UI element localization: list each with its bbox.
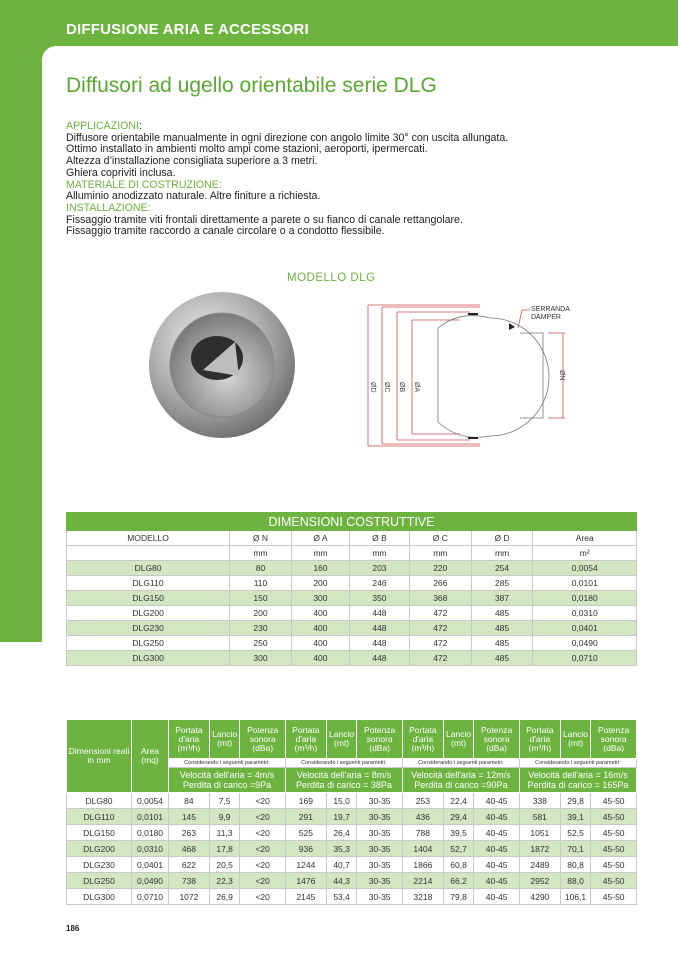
table-cell: 448	[349, 636, 409, 651]
table-cell: 2952	[519, 873, 560, 889]
table-cell: DLG80	[67, 561, 230, 576]
table-cell: 1866	[402, 857, 443, 873]
condition-cell	[402, 768, 519, 793]
table-cell: <20	[240, 873, 286, 889]
table-cell: 400	[291, 621, 349, 636]
table-cell: 436	[402, 809, 443, 825]
sub-header: Portata d'aria (m³/h)	[285, 720, 326, 759]
table-cell: 30-35	[357, 793, 403, 809]
table-title: DIMENSIONI COSTRUTTIVE	[67, 513, 637, 531]
table-cell: 79,8	[443, 889, 474, 905]
table-cell: 400	[291, 606, 349, 621]
header-cell	[67, 546, 230, 561]
table-cell: 60,8	[443, 857, 474, 873]
table-cell: 30-35	[357, 841, 403, 857]
table-cell: <20	[240, 793, 286, 809]
table-cell: 350	[349, 591, 409, 606]
table-cell: 80,8	[560, 857, 591, 873]
table-row	[67, 825, 637, 841]
header-row	[67, 531, 637, 546]
condition-cell	[285, 768, 402, 793]
installazione-label: INSTALLAZIONE:	[66, 201, 151, 214]
table-cell: DLG300	[67, 651, 230, 666]
pressure-drop: Perdita di carico = 165Pa	[527, 780, 629, 790]
table-cell: 1072	[169, 889, 210, 905]
dimensions-table	[66, 512, 637, 666]
pressure-drop: Perdita di carico = 38Pa	[296, 780, 392, 790]
table-cell: 230	[230, 621, 292, 636]
table-cell: 45-50	[591, 873, 637, 889]
table-cell: 485	[471, 606, 533, 621]
table-cell: 285	[471, 576, 533, 591]
header-cell: mm	[349, 546, 409, 561]
table-cell: 0,0710	[533, 651, 637, 666]
table-cell: 52,7	[443, 841, 474, 857]
table-cell: 20,5	[209, 857, 240, 873]
app-line: Ghiera copriviti inclusa.	[66, 166, 176, 179]
table-cell: 300	[291, 591, 349, 606]
table-row	[67, 809, 637, 825]
table-cell: 45-50	[591, 841, 637, 857]
table-cell: 1476	[285, 873, 326, 889]
table-cell: 485	[471, 636, 533, 651]
table-cell: 788	[402, 825, 443, 841]
table-cell: 40-45	[474, 889, 520, 905]
table-cell: DLG250	[67, 873, 132, 889]
sub-header: Lancio (mt)	[326, 720, 357, 759]
materiale-label: MATERIALE DI COSTRUZIONE:	[66, 178, 222, 191]
table-row	[67, 576, 637, 591]
table-cell: 448	[349, 651, 409, 666]
table-cell: 30-35	[357, 873, 403, 889]
table-cell: 472	[409, 606, 471, 621]
table-cell: 52,5	[560, 825, 591, 841]
param-note: Considerando i seguenti parametri:	[519, 759, 636, 768]
param-note: Considerando i seguenti parametri:	[169, 759, 286, 768]
modello-label: MODELLO DLG	[287, 272, 376, 284]
table-cell: 44,3	[326, 873, 357, 889]
table-row	[67, 591, 637, 606]
table-cell: 253	[402, 793, 443, 809]
table-cell: 1404	[402, 841, 443, 857]
table-row	[67, 841, 637, 857]
table-cell: 0,0401	[533, 621, 637, 636]
air-speed: Velocità dell'aria = 12m/s	[411, 770, 511, 780]
table-cell: 291	[285, 809, 326, 825]
table-cell: 266	[409, 576, 471, 591]
table-cell: 338	[519, 793, 560, 809]
table-cell: 263	[169, 825, 210, 841]
app-line: Diffusore orientabile manualmente in ogni direzione con angolo limite 30° con uscita allungata.	[66, 131, 509, 144]
header-row	[67, 720, 637, 759]
damper-label: SERRANDA	[531, 306, 570, 313]
table-cell: 0,0054	[533, 561, 637, 576]
table-cell: 0,0054	[132, 793, 169, 809]
table-cell: 581	[519, 809, 560, 825]
table-cell: 0,0310	[533, 606, 637, 621]
table-cell: 472	[409, 621, 471, 636]
section-title: DIFFUSIONE ARIA E ACCESSORI	[66, 21, 309, 38]
table-cell: 22,3	[209, 873, 240, 889]
table-cell: 0,0490	[132, 873, 169, 889]
table-row	[67, 873, 637, 889]
table-cell: 26,9	[209, 889, 240, 905]
table-cell: 246	[349, 576, 409, 591]
dim-c: ØC	[383, 382, 390, 393]
table-cell: <20	[240, 889, 286, 905]
table-cell: 45-50	[591, 857, 637, 873]
table-cell: 84	[169, 793, 210, 809]
dim-n: ØN	[558, 370, 565, 381]
table-cell: 17,8	[209, 841, 240, 857]
table-cell: 448	[349, 606, 409, 621]
table-row	[67, 606, 637, 621]
damper-label-en: DAMPER	[531, 314, 561, 321]
header-cell: Ø C	[409, 531, 471, 546]
condition-cell	[519, 768, 636, 793]
table-cell: 29,8	[560, 793, 591, 809]
table-cell: 368	[409, 591, 471, 606]
table-cell: DLG80	[67, 793, 132, 809]
section-header-bar	[0, 0, 678, 46]
table-cell: 45-50	[591, 825, 637, 841]
table-cell: <20	[240, 825, 286, 841]
side-strip	[0, 46, 42, 642]
header-cell: mm	[230, 546, 292, 561]
table-row	[67, 621, 637, 636]
table-row	[67, 793, 637, 809]
table-cell: 936	[285, 841, 326, 857]
area-header: Area (mq)	[132, 720, 169, 793]
condition-cell	[169, 768, 286, 793]
sub-header: Lancio (mt)	[443, 720, 474, 759]
table-cell: DLG300	[67, 889, 132, 905]
app-line: Ottimo installato in ambienti molto ampi come stazioni, aeroporti, ipermercati.	[66, 143, 428, 156]
table-cell: 88,0	[560, 873, 591, 889]
table-cell: DLG110	[67, 576, 230, 591]
page-number: 186	[66, 924, 80, 933]
table-cell: 525	[285, 825, 326, 841]
header-cell: mm	[471, 546, 533, 561]
table-cell: 485	[471, 621, 533, 636]
table-cell: DLG200	[67, 606, 230, 621]
table-cell: 39,5	[443, 825, 474, 841]
table-cell: 200	[291, 576, 349, 591]
table-cell: 30-35	[357, 825, 403, 841]
sub-header: Potenza sonora (dBa)	[357, 720, 403, 759]
pressure-drop: Perdita di carico =90Pa	[414, 780, 508, 790]
header-cell: mm	[409, 546, 471, 561]
table-cell: 0,0310	[132, 841, 169, 857]
table-cell: 4290	[519, 889, 560, 905]
table-cell: DLG230	[67, 621, 230, 636]
table-cell: 40,7	[326, 857, 357, 873]
table-cell: 66,2	[443, 873, 474, 889]
table-cell: DLG230	[67, 857, 132, 873]
table-cell: DLG150	[67, 825, 132, 841]
table-cell: 3218	[402, 889, 443, 905]
header-cell: MODELLO	[67, 531, 230, 546]
table-cell: 203	[349, 561, 409, 576]
mat-line: Alluminio anodizzato naturale. Altre finiture a richiesta.	[66, 190, 321, 203]
inst-line: Fissaggio tramite raccordo a canale circolare o a condotto flessibile.	[66, 225, 385, 238]
app-line: Altezza d’installazione consigliata superiore a 3 metri.	[66, 155, 318, 168]
table-cell: 220	[409, 561, 471, 576]
table-row	[67, 889, 637, 905]
diffuser-photo	[147, 290, 297, 440]
table-cell: 0,0180	[533, 591, 637, 606]
table-cell: 622	[169, 857, 210, 873]
table-cell: 30-35	[357, 857, 403, 873]
table-cell: 1051	[519, 825, 560, 841]
table-cell: 22,4	[443, 793, 474, 809]
table-cell: 45-50	[591, 809, 637, 825]
table-cell: 45-50	[591, 889, 637, 905]
sub-header: Lancio (mt)	[560, 720, 591, 759]
table-row	[67, 636, 637, 651]
header-cell: Ø A	[291, 531, 349, 546]
table-cell: 400	[291, 651, 349, 666]
sub-header: Portata d'aria (m³/h)	[519, 720, 560, 759]
table-cell: 40-45	[474, 809, 520, 825]
header-cell: m²	[533, 546, 637, 561]
table-cell: 40-45	[474, 793, 520, 809]
table-cell: 250	[230, 636, 292, 651]
table-cell: 2489	[519, 857, 560, 873]
table-cell: 40-45	[474, 841, 520, 857]
table-cell: 160	[291, 561, 349, 576]
table-cell: 70,1	[560, 841, 591, 857]
table-cell: 400	[291, 636, 349, 651]
table-cell: 11,3	[209, 825, 240, 841]
dimensions-header: Dimensioni reali in mm	[67, 720, 132, 793]
dim-b: ØB	[398, 382, 405, 393]
air-speed: Velocità dell'aria = 4m/s	[179, 770, 275, 780]
table-cell: 300	[230, 651, 292, 666]
table-cell: 387	[471, 591, 533, 606]
table-cell: 2214	[402, 873, 443, 889]
technical-drawing	[350, 290, 590, 450]
table-cell: 0,0101	[533, 576, 637, 591]
table-cell: 40-45	[474, 873, 520, 889]
param-note: Considerando i seguenti parametri:	[402, 759, 519, 768]
table-cell: <20	[240, 841, 286, 857]
table-cell: 169	[285, 793, 326, 809]
pressure-drop: Perdita di carico =9Pa	[182, 780, 272, 790]
table-cell: 0,0401	[132, 857, 169, 873]
table-cell: 40-45	[474, 825, 520, 841]
header-cell: Ø N	[230, 531, 292, 546]
header-cell: Ø D	[471, 531, 533, 546]
air-speed: Velocità dell'aria = 8m/s	[296, 770, 392, 780]
header-cell: mm	[291, 546, 349, 561]
table-cell: 2145	[285, 889, 326, 905]
sub-header: Potenza sonora (dBa)	[474, 720, 520, 759]
table-cell: DLG150	[67, 591, 230, 606]
table-cell: 53,4	[326, 889, 357, 905]
table-row	[67, 857, 637, 873]
table-cell: 0,0490	[533, 636, 637, 651]
table-cell: 9,9	[209, 809, 240, 825]
page-title: Diffusori ad ugello orientabile serie DLG	[66, 74, 437, 97]
performance-table	[66, 719, 637, 905]
table-cell: 19,7	[326, 809, 357, 825]
table-cell: 26,4	[326, 825, 357, 841]
table-cell: <20	[240, 857, 286, 873]
table-cell: 35,3	[326, 841, 357, 857]
table-cell: DLG250	[67, 636, 230, 651]
header-row	[67, 546, 637, 561]
table-cell: 39,1	[560, 809, 591, 825]
table-cell: 29,4	[443, 809, 474, 825]
table-cell: 0,0180	[132, 825, 169, 841]
dim-d: ØD	[369, 382, 376, 393]
sub-header: Portata d'aria (m³/h)	[402, 720, 443, 759]
param-note: Considerando i seguenti parametri:	[285, 759, 402, 768]
table-cell: 472	[409, 651, 471, 666]
applicazioni-label: APPLICAZIONI	[66, 120, 139, 132]
table-cell: 448	[349, 621, 409, 636]
table-cell: 40-45	[474, 857, 520, 873]
table-cell: 80	[230, 561, 292, 576]
sub-header: Portata d'aria (m³/h)	[169, 720, 210, 759]
table-cell: DLG110	[67, 809, 132, 825]
table-row	[67, 561, 637, 576]
air-speed: Velocità dell'aria = 16m/s	[528, 770, 628, 780]
dim-a: ØA	[413, 382, 420, 393]
header-cell: Area	[533, 531, 637, 546]
header-cell: Ø B	[349, 531, 409, 546]
table-cell: 106,1	[560, 889, 591, 905]
table-cell: DLG200	[67, 841, 132, 857]
table-cell: 1872	[519, 841, 560, 857]
table-cell: 485	[471, 651, 533, 666]
table-cell: 738	[169, 873, 210, 889]
sub-header: Potenza sonora (dBa)	[591, 720, 637, 759]
table-cell: 0,0101	[132, 809, 169, 825]
table-row	[67, 651, 637, 666]
table-cell: 30-35	[357, 889, 403, 905]
description: APPLICAZIONI: Diffusore orientabile manualmente in ogni direzione con angolo limite 30° con uscita allungata. Ottimo installato in ambienti molto ampi come stazioni, aeroporti, ipermercati. Altezza d’installazione consigliata superiore a 3 metri. Ghiera copriviti inclusa. MATERIALE DI COSTRUZIONE: Alluminio anodizzato naturale. Altre finiture a richiesta. INSTALLAZIONE: Fissaggio tramite viti frontali direttamente a parete o su fianco di canale rettangolare. Fissaggio tramite raccordo a canale circolare o a condotto flessibile.	[66, 121, 626, 238]
table-cell: 468	[169, 841, 210, 857]
table-cell: 45-50	[591, 793, 637, 809]
inst-line: Fissaggio tramite viti frontali direttamente a parete o su fianco di canale rettangolare.	[66, 213, 463, 226]
table-cell: 7,5	[209, 793, 240, 809]
table-cell: 1244	[285, 857, 326, 873]
table-cell: 200	[230, 606, 292, 621]
sub-header: Potenza sonora (dBa)	[240, 720, 286, 759]
table-cell: 15,0	[326, 793, 357, 809]
table-cell: 0,0710	[132, 889, 169, 905]
table-cell: <20	[240, 809, 286, 825]
table-cell: 30-35	[357, 809, 403, 825]
table-cell: 145	[169, 809, 210, 825]
table-cell: 150	[230, 591, 292, 606]
table-cell: 254	[471, 561, 533, 576]
sub-header: Lancio (mt)	[209, 720, 240, 759]
table-cell: 110	[230, 576, 292, 591]
table-cell: 472	[409, 636, 471, 651]
